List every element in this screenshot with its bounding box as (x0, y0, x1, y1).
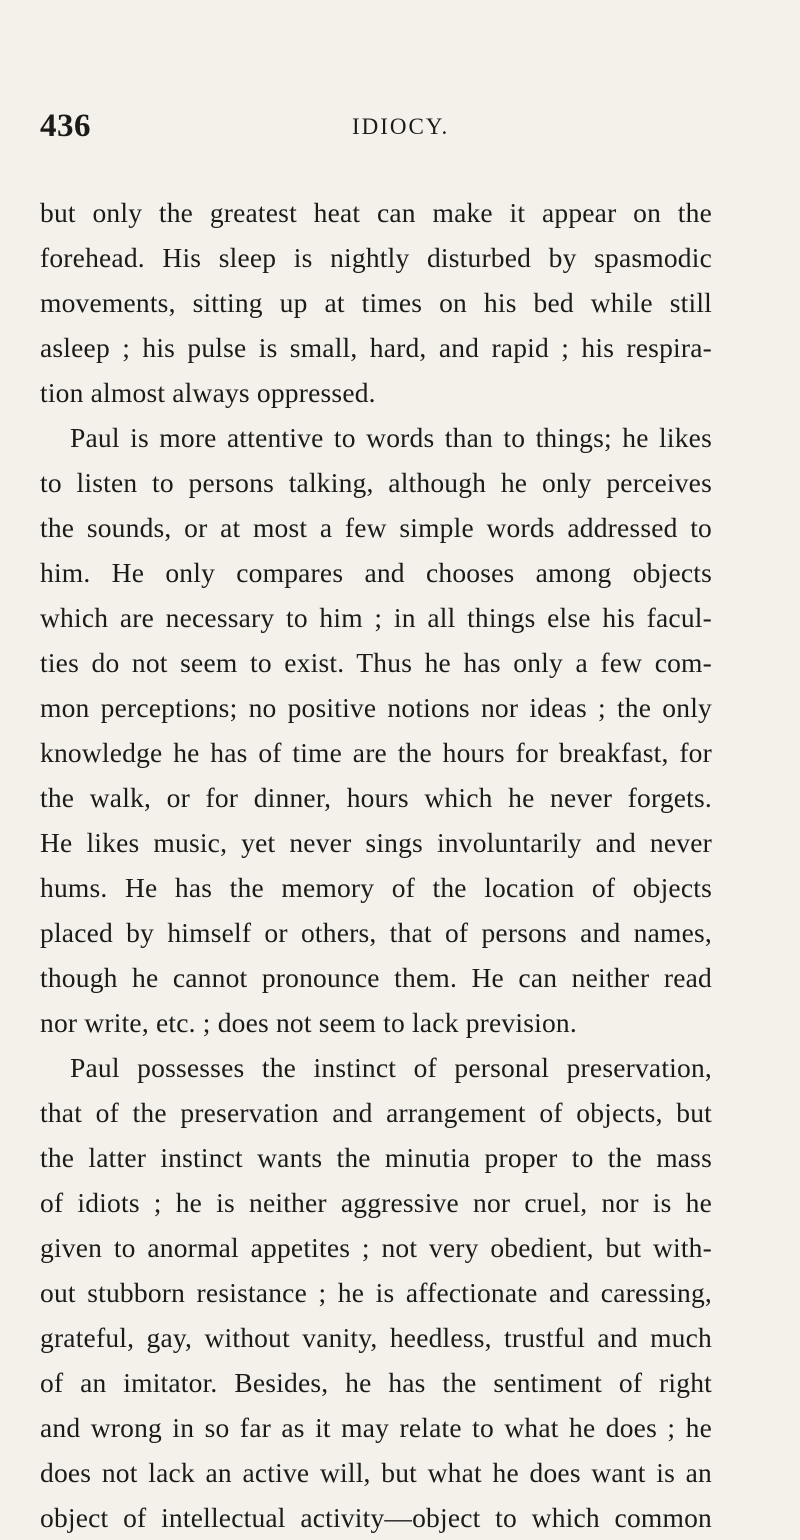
text-line: him. He only compares and chooses among objects (40, 557, 712, 588)
text-line: grateful, gay, without vanity, heedless, trustful and much (40, 1322, 712, 1353)
body-text (40, 190, 712, 1540)
text-line: though he cannot pronounce them. He can neither read (40, 962, 712, 993)
text-line: forehead. His sleep is nightly disturbed by spasmodic (40, 242, 712, 273)
page-header (40, 108, 760, 148)
running-head: IDIOCY. (352, 114, 450, 139)
text-line: ties do not seem to exist. Thus he has only a few com- (40, 647, 712, 678)
text-line: given to anormal appetites ; not very obedient, but with- (40, 1232, 712, 1263)
text-line: He likes music, yet never sings involuntarily and never (40, 827, 712, 858)
text-line: placed by himself or others, that of persons and names, (40, 917, 712, 948)
text-line: and wrong in so far as it may relate to what he does ; he (40, 1412, 712, 1443)
page-number: 436 (40, 108, 91, 144)
text-line: tion almost always oppressed. (40, 377, 376, 408)
text-line: of an imitator. Besides, he has the sentiment of right (40, 1367, 712, 1398)
text-line: movements, sitting up at times on his bed while still (40, 287, 712, 318)
text-line: hums. He has the memory of the location of objects (40, 872, 712, 903)
text-line: does not lack an active will, but what he does want is an (40, 1457, 712, 1488)
text-line: object of intellectual activity—object to which common (40, 1502, 712, 1533)
text-line: Paul possesses the instinct of personal preservation, (70, 1052, 712, 1083)
text-line: but only the greatest heat can make it appear on the (40, 197, 712, 228)
text-line: asleep ; his pulse is small, hard, and rapid ; his respira- (40, 332, 712, 363)
text-line: that of the preservation and arrangement of objects, but (40, 1097, 712, 1128)
text-line: Paul is more attentive to words than to things; he likes (70, 422, 712, 453)
text-line: the latter instinct wants the minutia proper to the mass (40, 1142, 712, 1173)
text-line: the walk, or for dinner, hours which he never forgets. (40, 782, 712, 813)
text-line: to listen to persons talking, although he only perceives (40, 467, 712, 498)
text-line: nor write, etc. ; does not seem to lack prevision. (40, 1007, 577, 1038)
text-line: which are necessary to him ; in all things else his facul- (40, 602, 712, 633)
text-line: mon perceptions; no positive notions nor ideas ; the only (40, 692, 712, 723)
text-line: the sounds, or at most a few simple words addressed to (40, 512, 712, 543)
text-line: out stubborn resistance ; he is affectionate and caressing, (40, 1277, 712, 1308)
text-line: of idiots ; he is neither aggressive nor cruel, nor is he (40, 1187, 712, 1218)
text-line: knowledge he has of time are the hours for breakfast, for (40, 737, 712, 768)
